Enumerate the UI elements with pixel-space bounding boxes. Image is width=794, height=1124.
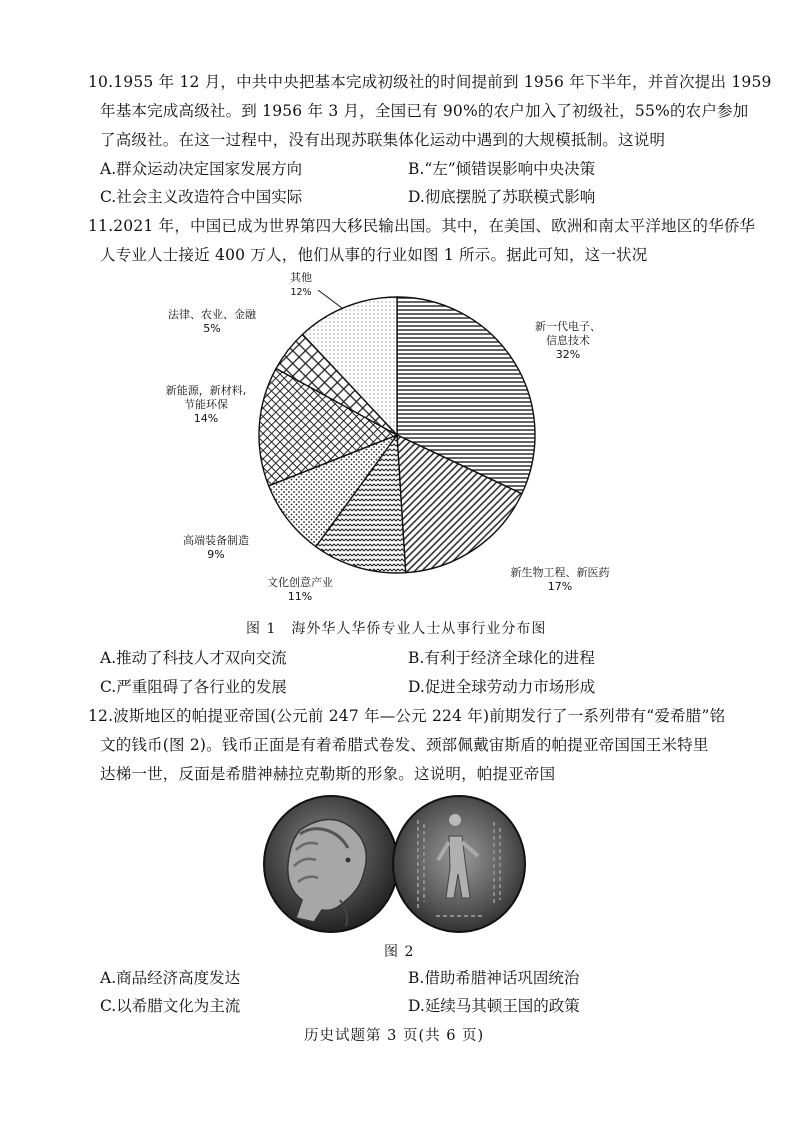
q10-stem-line3: 了高级社。在这一过程中，没有出现苏联集体化运动中遇到的大规模抵制。这说明: [100, 131, 666, 149]
page-footer: 历史试题第 3 页(共 6 页): [304, 1028, 485, 1044]
q11-option-a: A.推动了科技人才双向交流: [100, 649, 287, 667]
pie-value-label: 9%: [207, 548, 225, 561]
q12-option-c: C.以希腊文化为主流: [100, 997, 241, 1015]
q10-stem-line2: 年基本完成高级社。到 1956 年 3 月，全国已有 90%的农户加入了初级社，55%的农户参加: [100, 102, 749, 120]
pie-category-label: 其他: [290, 271, 312, 284]
figure-1-caption: 图 1 海外华人华侨专业人士从事行业分布图: [246, 621, 547, 637]
coin-reverse: [393, 796, 525, 932]
pie-category-label: 节能环保: [184, 398, 228, 411]
pie-category-label: 新能源，新材料,: [165, 384, 247, 397]
pie-value-label: 32%: [555, 348, 581, 361]
q10-option-b: B.“左”倾错误影响中央决策: [408, 160, 596, 178]
q12-option-b: B.借助希腊神话巩固统治: [408, 969, 580, 987]
pie-value-label: 14%: [193, 412, 219, 425]
q12-option-d: D.延续马其顿王国的政策: [408, 997, 580, 1015]
q10-option-d: D.彻底摆脱了苏联模式影响: [408, 188, 596, 206]
q12-stem-line1: 12.波斯地区的帕提亚帝国(公元前 247 年—公元 224 年)前期发行了一系列带有“爱希腊”铭: [88, 707, 726, 725]
pie-value-label: 17%: [547, 580, 573, 593]
pie-category-label: 高端装备制造: [183, 534, 249, 547]
pie-category-label: 新生物工程、新医药: [510, 566, 610, 579]
q10-stem-line1: 10.1955 年 12 月，中共中央把基本完成初级社的时间提前到 1956 年下半年，并首次提出 1959: [88, 73, 772, 91]
q10-option-a: A.群众运动决定国家发展方向: [100, 160, 303, 178]
pie-category-label: 文化创意产业: [267, 576, 333, 589]
q11-stem-line2: 人专业人士接近 400 万人，他们从事的行业如图 1 所示。据此可知，这一状况: [100, 246, 648, 264]
parthian-coins-image: [0, 790, 794, 940]
pie-value-label: 5%: [203, 322, 221, 335]
pie-category-label: 法律、农业、金融: [168, 308, 256, 321]
q11-option-d: D.促进全球劳动力市场形成: [408, 678, 596, 696]
q11-option-c: C.严重阻碍了各行业的发展: [100, 678, 287, 696]
q12-stem-line2: 文的钱币(图 2)。钱币正面是有着希腊式卷发、颈部佩戴宙斯盾的帕提亚帝国国王米特里: [100, 736, 709, 754]
pie-category-label: 新一代电子、: [535, 320, 601, 333]
industry-pie-chart: [0, 268, 794, 608]
q11-stem-line1: 11.2021 年，中国已成为世界第四大移民输出国。其中，在美国、欧洲和南太平洋地区的华侨华: [88, 217, 756, 235]
pie-value-label: 11%: [287, 590, 313, 603]
pie-category-label: 信息技术: [546, 334, 590, 347]
q11-option-b: B.有利于经济全球化的进程: [408, 649, 595, 667]
pie-leader-line: [318, 290, 342, 308]
q10-option-c: C.社会主义改造符合中国实际: [100, 188, 303, 206]
figure-2-caption: 图 2: [384, 944, 415, 960]
pie-value-label: 12%: [290, 287, 312, 298]
q12-stem-line3: 达梯一世，反面是希腊神赫拉克勒斯的形象。这说明，帕提亚帝国: [100, 765, 556, 783]
coin-obverse: [264, 796, 398, 932]
q12-option-a: A.商品经济高度发达: [100, 969, 241, 987]
